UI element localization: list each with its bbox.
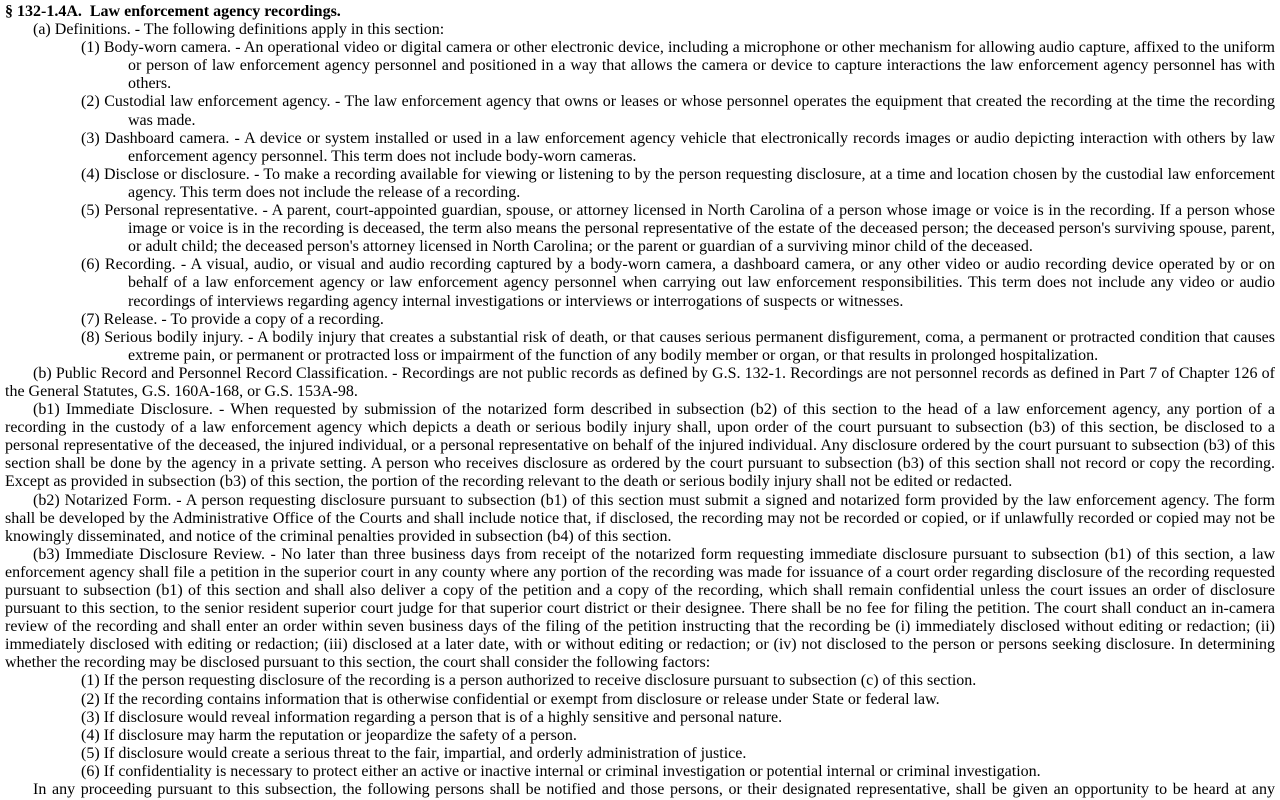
statute-item xyxy=(81,690,1275,709)
item-number: (4) xyxy=(81,165,100,183)
disclosure-factors-list xyxy=(5,672,1275,781)
item-number: (6) xyxy=(81,256,100,274)
statute-title: § 132-1.4A. Law enforcement agency recordings. xyxy=(5,3,341,20)
statute-item xyxy=(81,672,1275,690)
section-label: (b2) xyxy=(33,491,60,509)
section-b xyxy=(5,365,1275,401)
section-label: (a) xyxy=(33,21,51,39)
section-text: Immediate Disclosure Review. - No later than three business days from receipt of the notarized form requesting immediate disclosure pursuant to subsection (b1) of this section, a law enforcement agency shall file a petition in the superior court in any county where any portion of the recording was made for issuance of a court order regarding disclosure of the recording requested pursuant to subsection (b1) of this section and shall also deliver a copy of the petition and a copy of the recording, which shall remain confidential unless the court issues an order of disclosure pursuant to this section, to the senior resident superior court judge for that superior court district or their designee. There shall be no fee for filing the petition. The court shall conduct an in-camera review of the recording and shall enter an order within seven business days of the filing of the petition instructing that the recording be (i) immediately disclosed without editing or redaction; (ii) immediately disclosed with editing or redaction; (iii) disclosed at a later date, with or without editing or redaction; or (iv) not disclosed to the person or persons seeking disclosure. In determining whether the recording may be disclosed pursuant to this section, the court shall consider the following factors: xyxy=(5,545,1276,672)
item-text: If disclosure may harm the reputation or jeopardize the safety of a person. xyxy=(103,726,577,744)
section-label: (b3) xyxy=(33,545,60,563)
item-text: Serious bodily injury. - A bodily injury that creates a substantial risk of death, or that causes serious permanent disfigurement, coma, a permanent or protracted condition that causes extreme pain, or permanent or protracted loss or impairment of the function of any bodily member or organ, or that results in prolonged hospitalization. xyxy=(104,328,1276,364)
section-b3 xyxy=(5,546,1275,673)
section-label: (b) xyxy=(33,364,52,382)
statute-item xyxy=(81,708,1275,727)
section-text: Public Record and Personnel Record Classification. - Recordings are not public records as defined by G.S. 132-1. Recordings are not personnel records as defined in Part 7 of Chapter 126 of the General Statutes, G.S. 160A-168, or G.S. 153A-98. xyxy=(5,364,1276,400)
statute-item xyxy=(81,762,1275,781)
section-text: Immediate Disclosure. - When requested by submission of the notarized form described in subsection (b2) of this section to the head of a law enforcement agency, any portion of a recording in the custody of a law enforcement agency which depicts a death or serious bodily injury shall, upon order of the court pursuant to subsection (b3) of this section, be disclosed to a personal representative of the deceased, the injured individual, or a personal representative on behalf of the injured individual. Any disclosure ordered by the court pursuant to subsection (b3) of this section shall be done by the agency in a private setting. A person who receives disclosure as ordered by the court pursuant to subsection (b3) of this section shall not record or copy the recording. Except as provided in subsection (b3) of this section, the portion of the recording relevant to the death or serious bodily injury shall not be edited or redacted. xyxy=(5,401,1275,491)
item-text: Dashboard camera. - A device or system installed or used in a law enforcement agency vehicle that electronically records images or audio depicting interaction with others by law enforcement agency personnel. This term does not include body-worn cameras. xyxy=(104,129,1275,165)
item-text: Body-worn camera. - An operational video or digital camera or other electronic device, including a microphone or other mechanism for allowing audio capture, affixed to the uniform or person of law enforcement agency personnel and positioned in a way that allows the camera or device to capture interactions the law enforcement agency personnel has with others. xyxy=(103,39,1275,93)
item-number: (8) xyxy=(81,328,100,346)
item-text: Disclose or disclosure. - To make a recording available for viewing or listening to by the person requesting disclosure, at a time and location chosen by the custodial law enforcement agency. This term does not include the release of a recording. xyxy=(103,165,1275,201)
item-number: (7) xyxy=(81,310,100,328)
item-number: (5) xyxy=(81,744,100,762)
section-text: Notarized Form. - A person requesting disclosure pursuant to subsection (b1) of this section must submit a signed and notarized form provided by the law enforcement agency. The form shall be developed by the Administrative Office of the Courts and shall include notice that, if disclosed, the recording may not be recorded or copied, or if unlawfully recorded or copied may not be knowingly disseminated, and notice of the criminal penalties provided in subsection (b4) of this section. xyxy=(5,491,1275,545)
item-text: If confidentiality is necessary to protect either an active or inactive internal or criminal investigation or potential internal or criminal investigation. xyxy=(103,762,1041,780)
section-b2 xyxy=(5,492,1275,546)
item-number: (1) xyxy=(81,39,100,57)
statute-item xyxy=(81,744,1275,763)
item-number: (2) xyxy=(81,690,100,708)
statute-item xyxy=(81,310,1275,329)
item-number: (1) xyxy=(81,672,100,690)
item-number: (2) xyxy=(81,93,100,111)
item-text: Release. - To provide a copy of a recording. xyxy=(103,310,384,328)
item-number: (6) xyxy=(81,762,100,780)
statute-item xyxy=(81,165,1275,202)
statute-item xyxy=(81,93,1276,129)
item-number: (5) xyxy=(81,202,100,220)
statute-item xyxy=(81,39,1275,93)
item-text: Custodial law enforcement agency. - The law enforcement agency that owns or leases or whose personnel operates the equipment that created the recording at the time the recording was made. xyxy=(104,93,1276,129)
statute-item xyxy=(81,328,1276,365)
item-number: (3) xyxy=(81,129,100,147)
section-a xyxy=(5,21,1275,39)
item-text: If the person requesting disclosure of the recording is a person authorized to receive disclosure pursuant to subsection (c) of this section. xyxy=(103,672,977,690)
item-text: If disclosure would reveal information regarding a person that is of a highly sensitive and personal nature. xyxy=(103,708,783,726)
item-text: Recording. - A visual, audio, or visual and audio recording captured by a body-worn camera, a dashboard camera, or any other video or audio recording device operated by or on behalf of a law enforcement agency or law enforcement agency personnel when carrying out law enforcement responsibilities. This term does not include any video or audio recordings of interviews regarding agency internal investigations or interviews or interrogations of suspects or witnesses. xyxy=(104,256,1276,310)
definitions-list xyxy=(5,39,1275,365)
item-number: (3) xyxy=(81,708,100,726)
section-b1 xyxy=(5,401,1275,491)
item-text: If the recording contains information that is otherwise confidential or exempt from disclosure or release under State or federal law. xyxy=(103,690,940,708)
item-text: If disclosure would create a serious threat to the fair, impartial, and orderly administration of justice. xyxy=(103,744,747,762)
statute-item xyxy=(81,129,1275,166)
item-text: Personal representative. - A parent, court-appointed guardian, spouse, or attorney licensed in North Carolina of a person whose image or voice is in the recording. If a person whose image or voice is in the recording is deceased, the term also means the personal representative of the estate of the deceased person; the deceased person's surviving spouse, parent, or adult child; the deceased person's attorney licensed in North Carolina; or the parent or guardian of a surviving minor child of the deceased. xyxy=(104,202,1276,256)
statute-item xyxy=(81,256,1276,310)
statute-item xyxy=(81,726,1275,745)
section-label: (b1) xyxy=(33,401,60,419)
item-number: (4) xyxy=(81,726,100,744)
statute-item xyxy=(81,202,1276,256)
closing-paragraph: In any proceeding pursuant to this subsection, the following persons shall be notified and those persons, or their designated representative, shall be given an opportunity to be heard at any xyxy=(33,781,1275,799)
section-text: Definitions. - The following definitions apply in this section: xyxy=(54,21,445,39)
